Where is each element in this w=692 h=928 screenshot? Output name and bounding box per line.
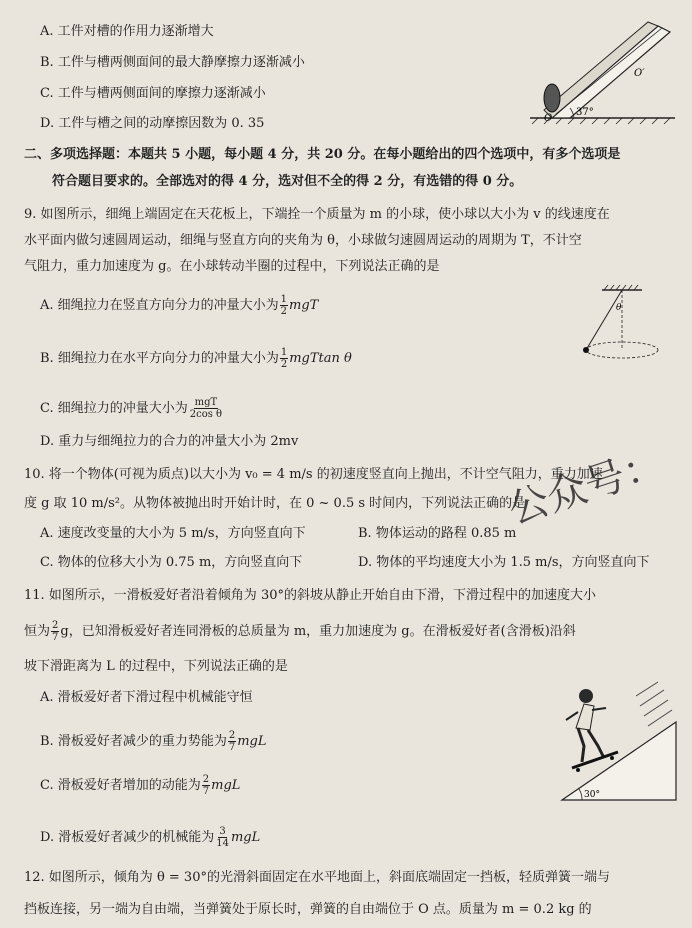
q8-option-b: B. 工件与槽两侧面间的最大静摩擦力逐渐减小 [40, 55, 305, 70]
q11-stem-line1: 11. 如图所示，一滑板爱好者沿着倾角为 30°的斜坡从静止开始自由下滑，下滑过程中的加速度大小 [24, 588, 596, 603]
q9-option-a: A. 细绳拉力在竖直方向分力的冲量大小为 $\frac{1}{2}$ mgT [40, 294, 319, 317]
q9-figure [578, 284, 678, 364]
section2-line1: 二、多项选择题：本题共 5 小题，每小题 4 分，共 20 分。在每小题给出的四个选项中，有多个选项是 [24, 147, 621, 162]
fraction: $\frac{3}{14}$ [216, 826, 229, 849]
q11-option-a: A. 滑板爱好者下滑过程中机械能守恒 [40, 690, 253, 705]
q9-stem-line3: 气阻力，重力加速度为 g。在小球转动半圈的过程中，下列说法正确的是 [24, 259, 440, 274]
q10-stem-line2: 度 g 取 10 m/s²。从物体被抛出时开始计时，在 0 ~ 0.5 s 时间内，下列说法正确的是 [24, 496, 526, 511]
q8-option-a: A. 工件对槽的作用力逐渐增大 [40, 24, 214, 39]
q9-option-b: B. 细绳拉力在水平方向分力的冲量大小为 $\frac{1}{2}$ mgTtan θ [40, 347, 352, 370]
angle-label: 30° [584, 790, 600, 800]
fraction: $\frac{2}{7}$ [202, 774, 210, 797]
q8-option-d: D. 工件与槽之间的动摩擦因数为 0. 35 [40, 116, 265, 131]
fraction: $\frac{2}{7}$ [52, 620, 59, 643]
q10-option-a: A. 速度改变量的大小为 5 m/s，方向竖直向下 [40, 526, 306, 541]
string [586, 290, 622, 350]
q11-stem-line2: 恒为 $\frac{2}{7}$ g，已知滑板爱好者连同滑板的总质量为 m，重力加速度为 g。在滑板爱好者(含滑板)沿斜 [24, 620, 576, 643]
q8-figure [530, 14, 680, 124]
label-o: O [544, 113, 553, 124]
fraction: $\frac{1}{2}$ [280, 294, 288, 317]
q10-option-b: B. 物体运动的路程 0.85 m [358, 526, 517, 541]
q11-figure [560, 682, 680, 806]
ball [583, 347, 589, 353]
fraction: $\frac{1}{2}$ [280, 347, 288, 370]
section2-line2: 符合题目要求的。全部选对的得 4 分，选对但不全的得 2 分，有选错的得 0 分。 [52, 174, 523, 189]
q12-stem-line1: 12. 如图所示，倾角为 θ = 30°的光滑斜面固定在水平地面上，斜面底端固定一挡板，轻质弹簧一端与 [24, 870, 610, 885]
q11-option-c: C. 滑板爱好者增加的动能为 $\frac{2}{7}$ mgL [40, 774, 241, 797]
ground-hatch [532, 118, 670, 124]
label-o-prime: O′ [634, 68, 645, 79]
skateboarder [566, 689, 618, 772]
speed-lines [636, 682, 672, 726]
watermark-text: 公众号： [502, 440, 670, 534]
q10-option-d: D. 物体的平均速度大小为 1.5 m/s，方向竖直向下 [358, 555, 650, 570]
q12-stem-line2: 挡板连接，另一端为自由端，当弹簧处于原长时，弹簧的自由端位于 O 点。质量为 m = 0.2 kg 的 [24, 902, 592, 917]
q11-option-d: D. 滑板爱好者减少的机械能为 $\frac{3}{14}$ mgL [40, 826, 261, 849]
q9-stem-line1: 9. 如图所示，细绳上端固定在天花板上，下端拴一个质量为 m 的小球，使小球以大小为 v 的线速度在 [24, 207, 610, 222]
q9-option-c: C. 细绳拉力的冲量大小为 $\frac{\text{mgT}}{\text{2cos θ}}$ [40, 397, 223, 420]
groove-plate [552, 26, 670, 118]
theta-label: θ [616, 303, 622, 313]
q9-option-d: D. 重力与细绳拉力的合力的冲量大小为 2mv [40, 434, 299, 449]
workpiece [544, 84, 560, 112]
q8-option-c: C. 工件与槽两侧面间的摩擦力逐渐减小 [40, 86, 266, 101]
q9-stem-line2: 水平面内做匀速圆周运动，细绳与竖直方向的夹角为 θ，小球做匀速圆周运动的周期为 T，不计空 [24, 233, 582, 248]
q11-stem-line3: 坡下滑距离为 L 的过程中，下列说法正确的是 [24, 659, 288, 674]
fraction: $\frac{2}{7}$ [228, 730, 236, 753]
fraction: $\frac{\text{mgT}}{\text{2cos θ}}$ [189, 397, 223, 420]
groove-axis [556, 28, 662, 114]
q10-stem-line1: 10. 将一个物体(可视为质点)以大小为 v₀ = 4 m/s 的初速度竖直向上抛出，不计空气阻力，重力加速 [24, 467, 603, 482]
q10-option-c: C. 物体的位移大小为 0.75 m，方向竖直向下 [40, 555, 303, 570]
q11-option-b: B. 滑板爱好者减少的重力势能为 $\frac{2}{7}$ mgL [40, 730, 267, 753]
angle-label: 37° [576, 107, 594, 118]
